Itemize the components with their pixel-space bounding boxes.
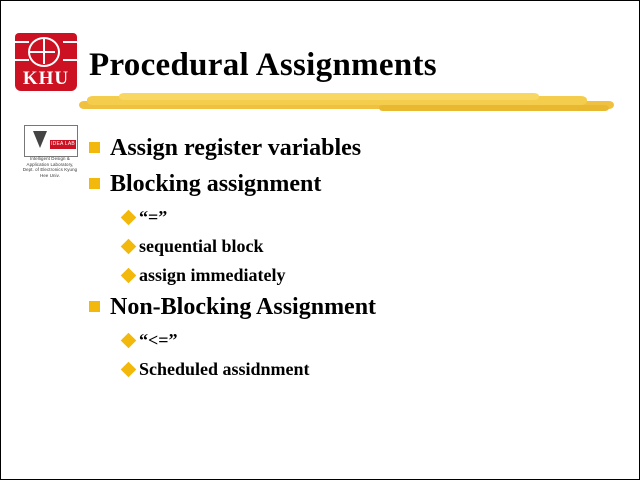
brush-stroke-3 [119, 93, 539, 100]
page-title: Procedural Assignments [89, 47, 437, 83]
diamond-bullet-icon [121, 239, 137, 255]
list-item [123, 357, 619, 382]
list-item-label: sequential block [139, 236, 264, 256]
department-logo-badge: IDEA LAB [51, 141, 75, 147]
globe-icon [28, 37, 60, 67]
list-item-label: assign immediately [139, 265, 286, 285]
bullet-list [89, 133, 619, 386]
brush-stroke-4 [379, 105, 609, 111]
list-item-label: Assign register variables [110, 135, 362, 161]
khu-logo-wing-left [15, 41, 29, 61]
title-brush-underline [79, 93, 614, 115]
list-item [123, 205, 619, 230]
list-item [123, 263, 619, 288]
list-item [123, 328, 619, 353]
list-item-label: Blocking assignment [110, 171, 322, 197]
square-bullet-icon [89, 142, 100, 153]
department-logo [21, 125, 79, 183]
list-item [89, 292, 619, 322]
list-item-label: Scheduled assidnment [139, 359, 310, 379]
list-item [89, 169, 619, 199]
department-logo-frame [24, 125, 78, 157]
diamond-bullet-icon [121, 333, 137, 349]
department-logo-caption: Intelligent Design & Application Laboratory, Dept. of Electronics Kyung Hee Univ. [22, 156, 78, 178]
list-item-label: “=” [139, 207, 168, 227]
square-bullet-icon [89, 178, 100, 189]
square-bullet-icon [89, 301, 100, 312]
list-item [123, 234, 619, 259]
diamond-bullet-icon [121, 362, 137, 378]
list-item [89, 133, 619, 163]
list-item-label: Non-Blocking Assignment [110, 294, 377, 320]
khu-logo [15, 33, 77, 91]
diamond-bullet-icon [121, 210, 137, 226]
khu-logo-wing-right [63, 41, 77, 61]
department-logo-glyph [33, 131, 47, 148]
diamond-bullet-icon [121, 268, 137, 284]
khu-logo-text: KHU [22, 68, 70, 89]
list-item-label: “<=” [139, 330, 178, 350]
